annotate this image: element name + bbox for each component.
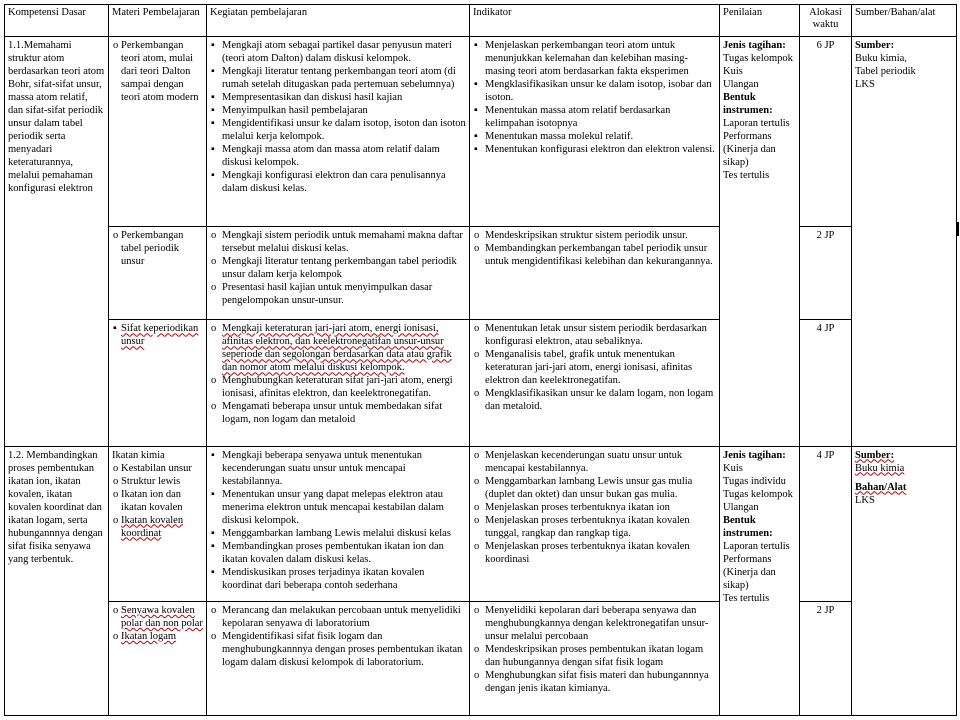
table-row: [5, 601, 957, 715]
list-item: o Perkembangan teori atom, mulai dari teori Dalton sampai dengan teori atom modern: [112, 39, 203, 104]
list-item: o Menggambarkan lambang Lewis unsur gas mulia (duplet dan oktet) dan unsur bukan gas mulia.: [473, 475, 716, 501]
kompetensi-cell: 1.1.Memahami struktur atom berdasarkan teori atom Bohr, sifat-sifat unsur, massa atom relatif, dan sifat-sifat periodik unsur dalam tabel periodik serta menyadari keteraturannya, melalui pemahaman konfigurasi elektron: [5, 37, 109, 447]
bahan-alat-label: Bahan/Alat: [855, 481, 907, 493]
list-item: ▪ Mengkaji atom sebagai partikel dasar penyusun materi (teori atom Dalton) dalam diskusi kelompok.: [210, 39, 466, 65]
header-kegiatan: Kegiatan pembelajaran: [207, 5, 470, 37]
materi-cell: [109, 601, 207, 715]
kegiatan-cell: [207, 227, 470, 320]
syllabus-table: [4, 4, 957, 716]
sumber-item: LKS: [855, 79, 875, 91]
header-kompetensi: Kompetensi Dasar: [5, 5, 109, 37]
materi-cell: [109, 37, 207, 227]
sumber-cell: [852, 37, 957, 447]
list-item: o Ikatan ion dan ikatan kovalen: [112, 488, 203, 514]
list-item: o Mengidentifikasi sifat fisik logam dan menghubungkannnya dengan proses pembentukan ikatan logam dalam diskusi kelompok di laboratorium.: [210, 630, 466, 669]
list-item: o Presentasi hasil kajian untuk menyimpulkan dasar pengelompokan unsur-unsur.: [210, 281, 466, 307]
sumber-label: Sumber:: [855, 449, 895, 461]
alokasi-cell: 4 JP: [800, 320, 852, 446]
kegiatan-cell: [207, 37, 470, 227]
text-cursor: [957, 222, 959, 236]
materi-cell: [109, 446, 207, 601]
penilaian-item: Ulangan: [723, 501, 759, 513]
kegiatan-cell: [207, 601, 470, 715]
list-item: ▪ Menentukan massa atom relatif berdasarkan kelimpahan isotopnya: [473, 104, 716, 130]
alokasi-cell: 4 JP: [800, 446, 852, 601]
penilaian-item: Laporan tertulis: [723, 118, 790, 130]
list-item: o Perkembangan tabel periodik unsur: [112, 229, 203, 268]
table-row: [5, 227, 957, 320]
sumber-label: Sumber:: [855, 40, 895, 52]
header-row: [5, 5, 957, 37]
list-item: ▪ Menentukan konfigurasi elektron dan elektron valensi.: [473, 143, 716, 156]
bentuk-instrumen-label: Bentuk instrumen:: [723, 92, 773, 117]
penilaian-item: Performans (Kinerja dan sikap): [723, 553, 776, 591]
list-item: ▪ Menggambarkan lambang Lewis melalui diskusi kelas: [210, 527, 466, 540]
penilaian-item: Kuis: [723, 66, 743, 78]
list-item: o Mendeskripsikan proses pembentukan ikatan logam dan hubungannya dengan sifat fisik logam: [473, 643, 716, 669]
list-item: ▪ Membandingkan proses pembentukan ikatan ion dan ikatan kovalen dalam diskusi kelas.: [210, 540, 466, 566]
penilaian-item: Ulangan: [723, 79, 759, 91]
materi-cell: [109, 227, 207, 320]
penilaian-cell: [720, 37, 800, 447]
list-item: o Mengkaji keteraturan jari-jari atom, energi ionisasi, afinitas elektron, dan keelektronegatifan unsur-unsur seperiode dan segolongan berdasarkan data atau grafik dan nomor atom melalui diskusi kelompok.: [210, 322, 466, 374]
list-item: o Mendeskripsikan struktur sistem periodik unsur.: [473, 229, 716, 242]
list-item: o Menyelidiki kepolaran dari beberapa senyawa dan menghubungkannya dengan kelektronegatifan unsur-unsur melalui percobaan: [473, 604, 716, 643]
indikator-cell: [470, 320, 720, 446]
header-materi: Materi Pembelajaran: [109, 5, 207, 37]
kegiatan-cell: [207, 446, 470, 601]
list-item: o Menghubungkan keteraturan sifat jari-jari atom, energi ionisasi, afinitas elektron, dan keelektronegatifan.: [210, 374, 466, 400]
list-item: ▪ Menentukan unsur yang dapat melepas elektron atau menerima elektron untuk mencapai kestabilan dalam diskusi kelompok.: [210, 488, 466, 527]
header-indikator: Indikator: [470, 5, 720, 37]
materi-cell: [109, 320, 207, 446]
list-item: ▪ Mengkaji massa atom dan massa atom relatif dalam diskusi kelompok.: [210, 143, 466, 169]
list-item: ▪ Menjelaskan perkembangan teori atom untuk menunjukkan kelemahan dan kelebihan masing-masing teori atom berdasarkan fakta eksperimen: [473, 39, 716, 78]
list-item: ▪ Sifat keperiodikan unsur: [112, 322, 203, 348]
penilaian-item: Tes tertulis: [723, 592, 770, 604]
alokasi-cell: 2 JP: [800, 601, 852, 715]
list-item: o Menjelaskan proses terbentuknya ikatan ion: [473, 501, 716, 514]
penilaian-item: Tugas kelompok: [723, 53, 793, 65]
list-item: ▪ Mengkaji literatur tentang perkembangan teori atom (di rumah setelah ditugaskan pada pertemuan sebelumnya): [210, 65, 466, 91]
list-item: o Menghubungkan sifat fisis materi dan hubungannnya dengan jenis ikatan kimianya.: [473, 669, 716, 695]
header-penilaian: Penilaian: [720, 5, 800, 37]
jenis-tagihan-label: Jenis tagihan:: [723, 40, 786, 52]
table-row: [5, 37, 957, 227]
sumber-item: Tabel periodik: [855, 66, 916, 78]
list-item: o Mengklasifikasikan unsur ke dalam logam, non logam dan metaloid.: [473, 387, 716, 413]
indikator-cell: [470, 446, 720, 601]
list-item: ▪ Mengidentifikasi unsur ke dalam isotop, isoton dan isoton melalui kerja kelompok.: [210, 117, 466, 143]
kompetensi-cell: 1.2. Membandingkan proses pembentukan ikatan ion, ikatan kovalen, ikatan kovalen koordinat dan ikatan logam, serta hubungannnya dengan sifat fisika senyawa yang terbentuk.: [5, 446, 109, 715]
list-item: o Menjelaskan proses terbentuknya ikatan kovalen tunggal, rangkap dan rangkap tiga.: [473, 514, 716, 540]
penilaian-item: Kuis: [723, 462, 743, 474]
list-item: ▪ Menentukan massa molekul relatif.: [473, 130, 716, 143]
list-item: ▪ Mempresentasikan dan diskusi hasil kajian: [210, 91, 466, 104]
alokasi-cell: 6 JP: [800, 37, 852, 227]
sumber-item: Buku kimia: [855, 462, 905, 474]
list-item: ▪ Mendiskusikan proses terjadinya ikatan kovalen koordinat dari beberapa contoh sederhana: [210, 566, 466, 592]
list-item: ▪ Mengkaji konfigurasi elektron dan cara penulisannya dalam diskusi kelas.: [210, 169, 466, 195]
table-row: [5, 446, 957, 601]
bahan-item: LKS: [855, 494, 875, 506]
list-item: o Kestabilan unsur: [112, 462, 203, 475]
penilaian-item: Laporan tertulis: [723, 540, 790, 552]
list-item: o Ikatan kovalen koordinat: [112, 514, 203, 540]
list-item: o Menjelaskan kecenderungan suatu unsur untuk mencapai kestabilannya.: [473, 449, 716, 475]
header-alokasi: Alokasi waktu: [800, 5, 852, 37]
list-item: o Merancang dan melakukan percobaan untuk menyelidiki kepolaran senyawa di laboratorium: [210, 604, 466, 630]
list-item: o Senyawa kovalen polar dan non polar: [112, 604, 203, 630]
penilaian-cell: [720, 446, 800, 715]
penilaian-item: Tugas individu: [723, 475, 786, 487]
list-item: ▪ Mengkaji beberapa senyawa untuk menentukan kecenderungan suatu unsur untuk mencapai kestabilannya.: [210, 449, 466, 488]
bentuk-instrumen-label: Bentuk instrumen:: [723, 514, 773, 539]
indikator-cell: [470, 37, 720, 227]
sumber-cell: [852, 446, 957, 715]
penilaian-item: Tes tertulis: [723, 170, 770, 182]
table-row: [5, 320, 957, 446]
header-sumber: Sumber/Bahan/alat: [852, 5, 957, 37]
sumber-item: Buku kimia,: [855, 53, 907, 65]
list-item: ▪ Menyimpulkan hasil pembelajaran: [210, 104, 466, 117]
list-item: o Mengamati beberapa unsur untuk membedakan sifat logam, non logam dan metaloid: [210, 400, 466, 426]
list-item: o Mengkaji literatur tentang perkembangan tabel periodik unsur dalam kerja kelompok: [210, 255, 466, 281]
list-item: o Menganalisis tabel, grafik untuk menentukan keteraturan jari-jari atom, energi ionisasi, afinitas elektron dan keelektronegatifan.: [473, 348, 716, 387]
kegiatan-cell: [207, 320, 470, 446]
penilaian-item: Tugas kelompok: [723, 488, 793, 500]
indikator-cell: [470, 227, 720, 320]
penilaian-item: Performans (Kinerja dan sikap): [723, 131, 776, 169]
list-item: o Ikatan logam: [112, 630, 203, 643]
jenis-tagihan-label: Jenis tagihan:: [723, 449, 786, 461]
list-item: o Mengkaji sistem periodik untuk memahami makna daftar tersebut melalui diskusi kelas.: [210, 229, 466, 255]
indikator-cell: [470, 601, 720, 715]
list-item: o Membandingkan perkembangan tabel periodik unsur untuk mengidentifikasi kelebihan dan kekurangannya.: [473, 242, 716, 268]
list-item: o Menjelaskan proses terbentuknya ikatan kovalen koordinasi: [473, 540, 716, 566]
materi-title: Ikatan kimia: [112, 449, 165, 461]
list-item: o Struktur lewis: [112, 475, 203, 488]
alokasi-cell: 2 JP: [800, 227, 852, 320]
list-item: ▪ Mengklasifikasikan unsur ke dalam isotop, isobar dan isoton.: [473, 78, 716, 104]
list-item: o Menentukan letak unsur sistem periodik berdasarkan konfigurasi elektron, atau sebaliknya.: [473, 322, 716, 348]
